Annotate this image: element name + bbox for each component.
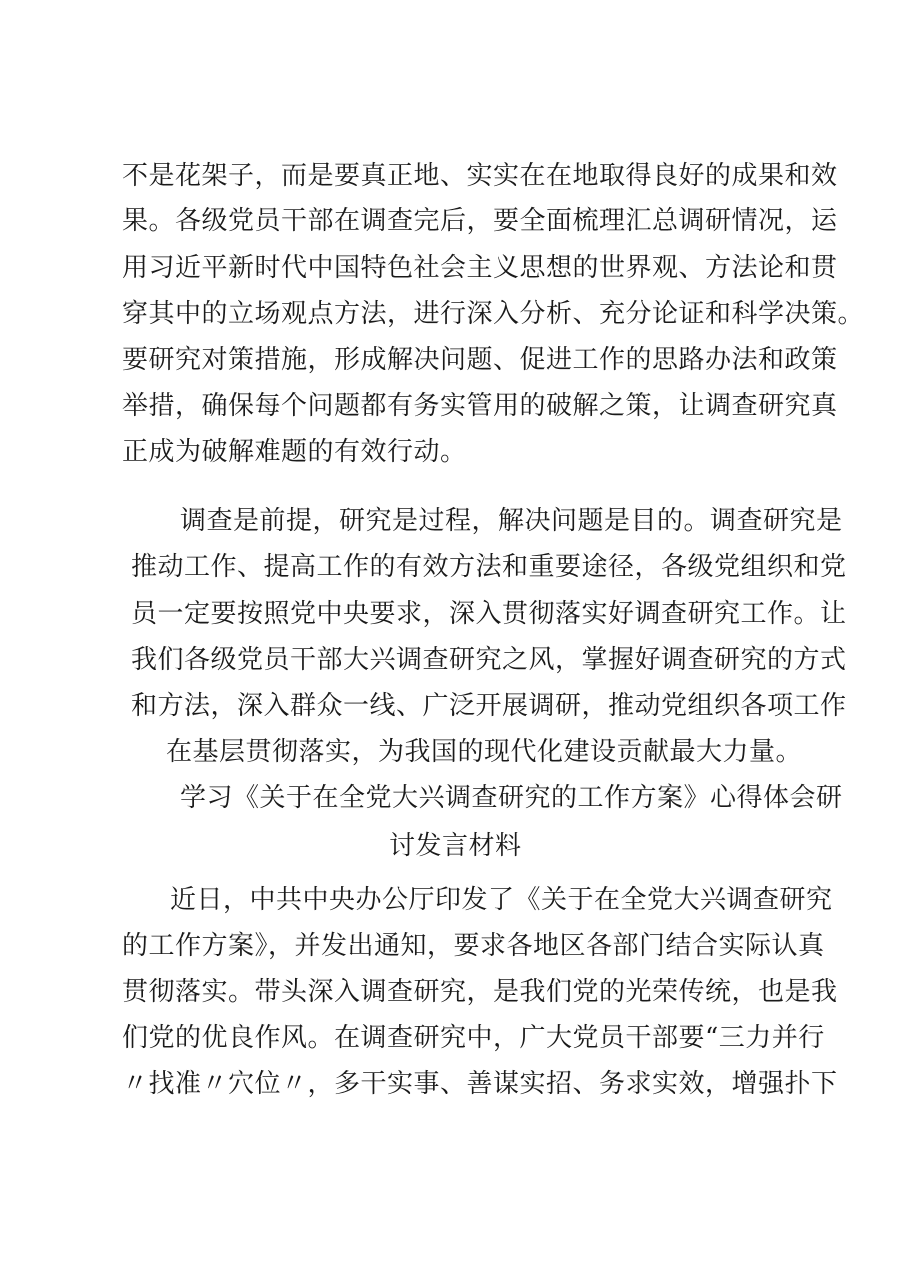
text-line: 们党的优良作风。在调查研究中，广大党员干部要“三力并行 bbox=[122, 1023, 825, 1053]
text-line: 贯彻落实。带头深入调查研究，是我们党的光荣传统，也是我 bbox=[122, 977, 838, 1007]
text-line: 果。各级党员干部在调查完后，要全面梳理汇总调研情况，运 bbox=[122, 206, 838, 236]
section-title: 学习《关于在全党大兴调查研究的工作方案》心得体会研 bbox=[180, 783, 843, 813]
text-line: 举措，确保每个问题都有务实管用的破解之策，让调查研究真 bbox=[122, 391, 838, 421]
text-line: 穿其中的立场观点方法，进行深入分析、充分论证和科学决策。 bbox=[122, 299, 865, 329]
text-line: 要研究对策措施，形成解决问题、促进工作的思路办法和政策 bbox=[122, 345, 838, 375]
text-line: 在基层贯彻落实，为我国的现代化建设贡献最大力量。 bbox=[166, 737, 803, 767]
text-line: 正成为破解难题的有效行动。 bbox=[122, 437, 467, 467]
text-line: 〃找准〃穴位〃，多干实事、善谋实招、务求实效，增强扑下 bbox=[122, 1069, 838, 1099]
text-line: 用习近平新时代中国特色社会主义思想的世界观、方法论和贯 bbox=[122, 253, 838, 283]
text-line: 调查是前提，研究是过程，解决问题是目的。调查研究是 bbox=[180, 506, 843, 536]
text-line: 和方法，深入群众一线、广泛开展调研，推动党组织各项工作 bbox=[131, 691, 847, 721]
text-line: 不是花架子，而是要真正地、实实在在地取得良好的成果和效 bbox=[122, 161, 838, 191]
text-line: 我们各级党员干部大兴调查研究之风，掌握好调查研究的方式 bbox=[131, 645, 847, 675]
text-line: 的工作方案》，并发出通知，要求各地区各部门结合实际认真 bbox=[122, 931, 825, 961]
text-line: 推动工作、提高工作的有效方法和重要途径，各级党组织和党 bbox=[131, 552, 847, 582]
text-line: 近日，中共中央办公厅印发了《关于在全党大兴调查研究 bbox=[170, 885, 833, 915]
section-title: 讨发言材料 bbox=[389, 831, 522, 861]
text-line: 员一定要按照党中央要求，深入贯彻落实好调查研究工作。让 bbox=[131, 599, 847, 629]
